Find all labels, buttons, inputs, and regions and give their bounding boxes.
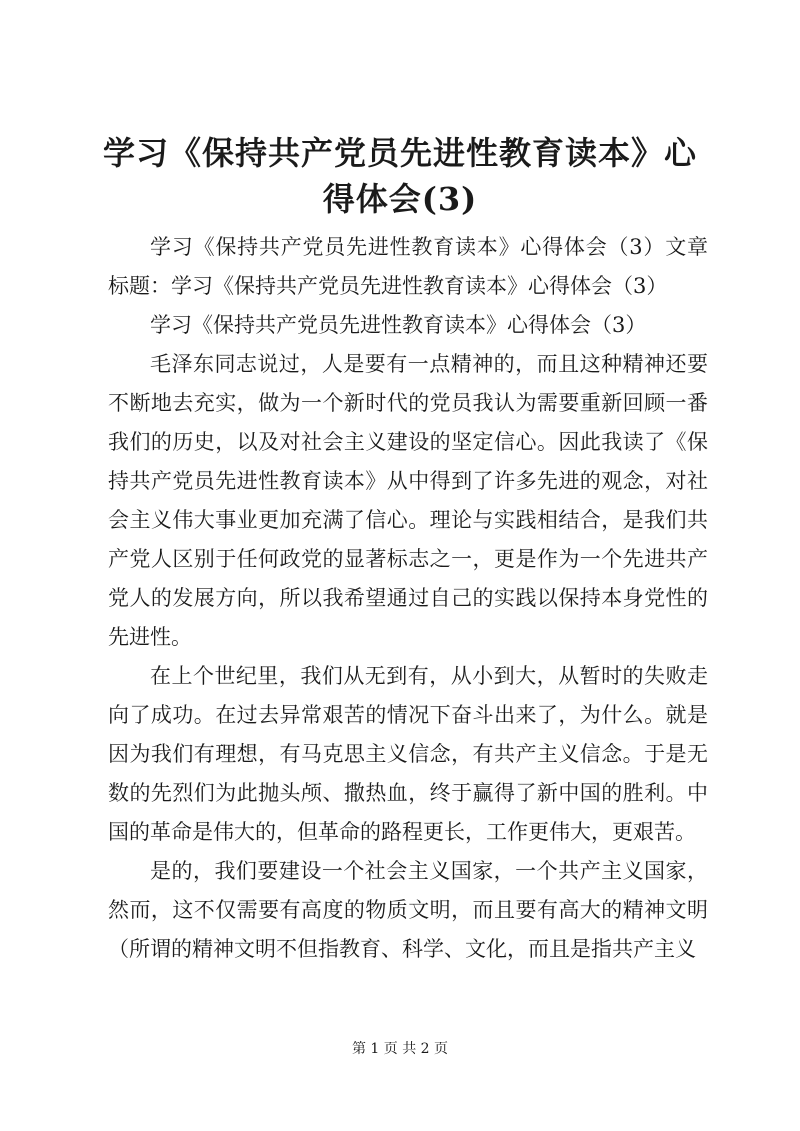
paragraph-4: 在上个世纪里，我们从无到有，从小到大，从暂时的失败走向了成功。在过去异常艰苦的情况下奋斗出来了，为什么。就是因为我们有理想，有马克思主义信念，有共产主义信念。于是无数的先烈们为此抛头颅、撒热血，终于赢得了新中国的胜利。中国的革命是伟大的，但革命的路程更长，工作更伟大，更艰苦。 bbox=[108, 664, 708, 844]
paragraph-1: 学习《保持共产党员先进性教育读本》心得体会（3）文章标题：学习《保持共产党员先进性教育读本》心得体会（3） bbox=[108, 235, 708, 298]
paragraph-2: 学习《保持共产党员先进性教育读本》心得体会（3） bbox=[150, 313, 647, 337]
document-body bbox=[108, 228, 708, 969]
paragraph-5: 是的，我们要建设一个社会主义国家，一个共产主义国家，然而，这不仅需要有高度的物质文明，而且要有高大的精神文明（所谓的精神文明不但指教育、科学、文化，而且是指共产主义 bbox=[108, 859, 708, 961]
document-title: 学习《保持共产党员先进性教育读本》心得体会(3) bbox=[102, 134, 697, 218]
paragraph-3: 毛泽东同志说过，人是要有一点精神的，而且这种精神还要不断地去充实，做为一个新时代的党员我认为需要重新回顾一番我们的历史，以及对社会主义建设的坚定信心。因此我读了《保持共产党员先进性教育读本》从中得到了许多先进的观念，对社会主义伟大事业更加充满了信心。理论与实践相结合，是我们共产党人区别于任何政党的显著标志之一，更是作为一个先进共产党人的发展方向，所以我希望通过自己的实践以保持本身党性的先进性。 bbox=[108, 352, 708, 649]
page-footer: 第 1 页 共 2 页 bbox=[351, 1041, 449, 1057]
